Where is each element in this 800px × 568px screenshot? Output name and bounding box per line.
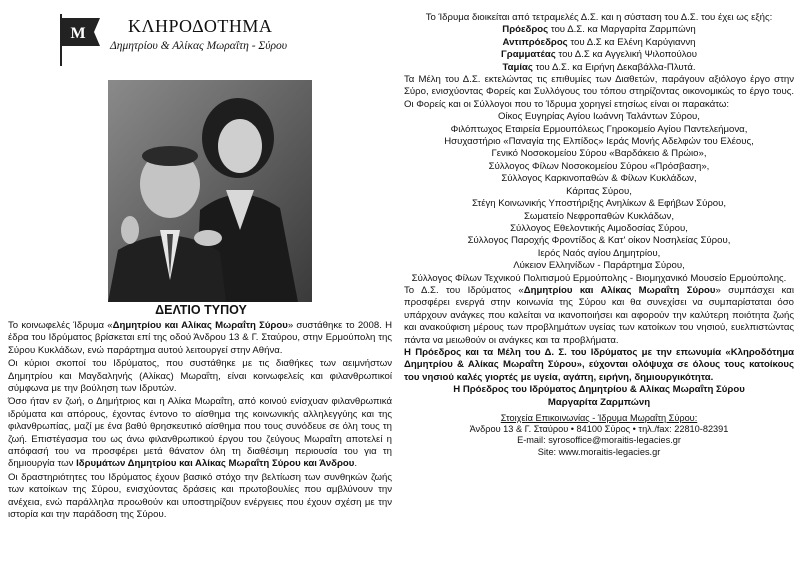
greeting-paragraph: Η Πρόεδρος και τα Μέλη του Δ. Σ. του Ιδρύματος με την επωνυμία «Κληροδότημα Δημητρίου & Αλίκας Μωραΐτη Σύρου», εύχονται ολόψυχα σε όλους τους κατοίκους του νησιού καλές γιορτές με υγεία, αγάπη, ειρήνη, δημιουργικότητα. [404,346,794,383]
org-item: Σύλλογος Φίλων Νοσοκομείου Σύρου «Πρόσβαση», [488,160,710,172]
board-member: Πρόεδρος του Δ.Σ. κα Μαργαρίτα Ζαρμπώνη [502,24,696,36]
paragraph-history: Όσο ήταν εν ζωή, ο Δημήτριος και η Αλίκα Μωραΐτη, από κοινού ενίσχυαν φιλανθρωπικά ιδρύματα και απόρους, έχοντας έντονο το αίσθημα της κοινωνικής αλληλεγγύης και της φιλανθρωπίας, μαζί με ένα βαθύ θρησκευτικό αίσθημα που τους συνόδευε σε όλη τους τη ζωή. Επιστέγασμα του ως άνω φιλανθρωπικού έργου του ζεύγους Μωραΐτη αποτελεί η απόφασή του να προσφέρει μετά θάνατον όλη τη διαθέσιμη περιουσία του για τη δημιουργία των Ιδρυμάτων Δημητρίου και Αλίκας Μωραΐτη Σύρου και Άνδρου. [8,396,392,470]
org-item: Οίκος Ευγηρίας Αγίου Ιωάννη Ταλάντων Σύρου, [498,111,700,123]
paragraph-purpose: Οι κύριοι σκοποί του Ιδρύματος, που συστάθηκε με τις διαθήκες των αειμνήστων Δημητρίου και Μαγδαληνής (Αλίκας) Μωραΐτη, είναι κοινωφελείς και φιλανθρωπικοί σύμφωνα με την βούληση των Ιδρυτών. [8,358,392,395]
right-column [404,12,794,458]
org-item: Στέγη Κοινωνικής Υποστήριξης Ανηλίκων & Εφήβων Σύρου, [471,198,727,210]
org-item: Λύκειον Ελληνίδων - Παράρτημα Σύρου, [513,260,685,272]
left-column [8,8,394,521]
headline: ΔΕΛΤΙΟ ΤΥΠΟΥ [155,303,247,317]
board-member: Γραμματέας του Δ.Σ κα Αγγελική Ψιλοπούλου [501,49,697,61]
org-item: Σωματείο Νεφροπαθών Κυκλάδων, [523,210,675,222]
support-paragraph: Το Δ.Σ. του Ιδρύματος «Δημητρίου και Αλίκας Μωραΐτη Σύρου» συμπάσχει και προσφέρει ενεργά στην κοινωνία της Σύρου και θα συνεχίσει να συμπαρίσταται όσο υπάρχουν ανάγκες που καλείται να ικανοποιήσει και αφορούν την καλύτερη ποιότητα ζωής και ανακούφιση μέρους των προβλημάτων υγείας των κατοίκων του νησιού, ευελπιστώντας πάντα να μειωθούν οι ανάγκες και τα προβλήματα. [404,284,794,346]
organizations-list [404,111,794,285]
org-item: Σύλλογος Εθελοντικής Αιμοδοσίας Σύρου, [510,222,688,234]
org-item: Ιερός Ναός αγίου Δημητρίου, [537,247,661,259]
brand-title: ΚΛΗΡΟΔΟΤΗΜΑ [128,16,273,36]
board-member: Αντιπρόεδρος του Δ.Σ κα Ελένη Καρύγιαννη [502,36,696,48]
contact-email[interactable]: E-mail: syrosoffice@moraitis-legacies.gr [517,435,681,446]
signature-title: Η Πρόεδρος του Ιδρύματος Δημητρίου & Αλίκας Μωραΐτη Σύρου [453,384,745,396]
org-item: Σύλλογος Καρκινοπαθών & Φίλων Κυκλάδων, [501,173,697,185]
org-item: Σύλλογος Φίλων Τεχνικού Πολιτισμού Ερμούπολης - Βιομηχανικό Μουσείο Ερμούπολης. [411,272,787,284]
left-body-text [8,320,392,523]
paragraph-activities: Οι δραστηριότητες του Ιδρύματος έχουν βασικό στόχο την βελτίωση των συνθηκών ζωής των κατοίκων της Σύρου, ενισχύοντας δράσεις και πρωτοβουλίες που αμβλύνουν την ανέχεια, ενώ παράλληλα προωθούν και υποστηρίζουν ενέργειες που έχουν σχέση με την ιστορία και την παράδοση της Σύρου. [8,471,392,521]
org-item: Γενικό Νοσοκομείου Σύρου «Βαρδάκειο & Πρώιο», [491,148,707,160]
org-item: Σύλλογος Παροχής Φροντίδος & Κατ' οίκον Νοσηλείας Σύρου, [467,235,731,247]
founders-photo [108,80,312,302]
board-intro: Το Ίδρυμα διοικείται από τετραμελές Δ.Σ. και η σύσταση του Δ.Σ. του έχει ως εξής: [425,12,773,23]
board-list [404,24,794,74]
flag-logo-icon [60,14,104,66]
flag-letter: Μ [70,25,86,42]
contact-block [404,413,794,458]
board-member: Ταμίας του Δ.Σ. κα Ειρήνη Δεκαβάλλα-Πλυτά. [502,61,696,73]
brand-header [8,8,394,70]
members-paragraph: Τα Μέλη του Δ.Σ. εκτελώντας τις επιθυμίες των Διαθετών, παράγουν αξιόλογο έργο στην Σύρο, ενισχύοντας Φορείς και Συλλόγους του τόπου στηρίζοντας οικονομικώς το έργο τους. Οι Φορείς και οι Σύλλογοι που το Ίδρυμα χορηγεί ετησίως είναι οι παρακάτω: [404,74,794,110]
brand-subtitle: Δημητρίου & Αλίκας Μωραΐτη - Σύρου [110,40,288,52]
contact-website[interactable]: Site: www.moraitis-legacies.gr [537,446,661,457]
org-item: Ησυχαστήριο «Παναγία της Ελπίδος» Ιεράς Μονής Αδελφών του Ελέους, [444,136,754,148]
contact-title: Στοιχεία Επικοινωνίας - Ίδρυμα Μωραΐτη Σύρου: [500,413,698,423]
org-item: Φιλόπτωχος Εταιρεία Ερμουπόλεως Γηροκομείο Αγίου Παντελεήμονα, [450,123,748,135]
org-item: Κάριτας Σύρου, [566,185,632,197]
paragraph-founding: Το κοινωφελές Ίδρυμα «Δημητρίου και Αλίκας Μωραΐτη Σύρου» συστάθηκε το 2008. Η έδρα του Ιδρύματος βρίσκεται επί της οδού Άνδρου 13 & Γ. Σταύρου, στην Ερμούπολη της Σύρου Κυκλάδων, ενώ παράρτημα αυτού λειτουργεί στην Αθήνα. [8,320,393,356]
signature-name: Μαργαρίτα Ζαρμπώνη [547,396,651,408]
contact-address: Άνδρου 13 & Γ. Σταύρου • 84100 Σύρος • τηλ./fax: 22810-82391 [469,424,729,435]
